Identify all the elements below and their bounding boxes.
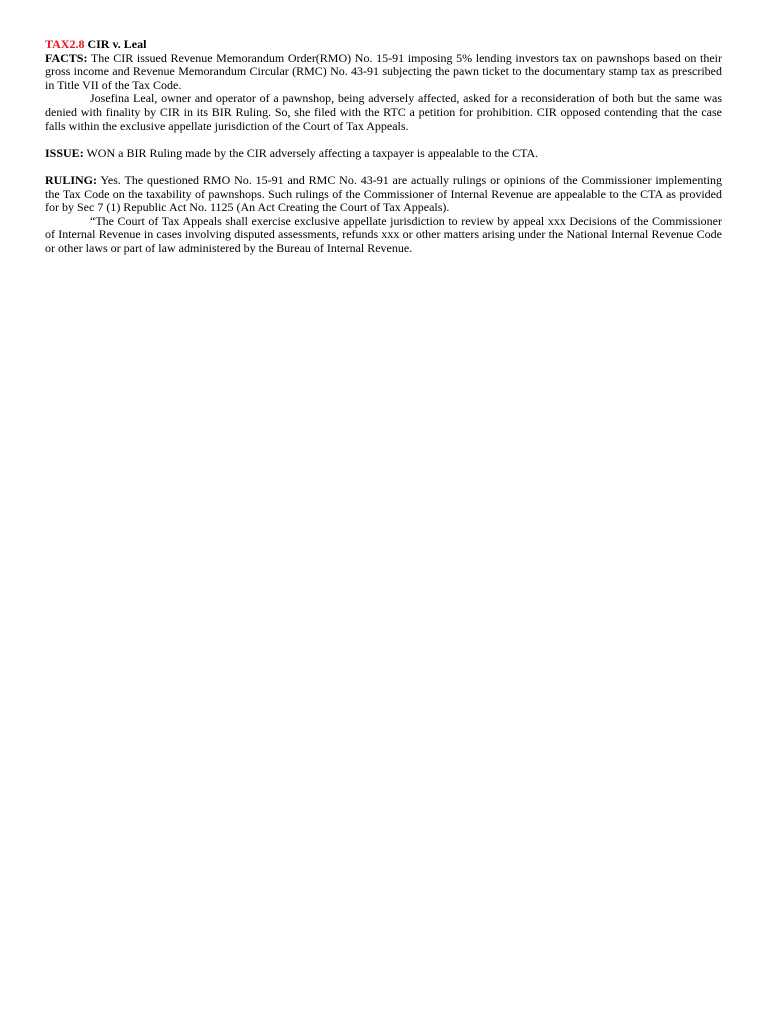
facts-label: FACTS: <box>45 50 88 65</box>
case-name: CIR v. Leal <box>87 37 147 51</box>
document-page <box>45 38 722 256</box>
section-spacer <box>45 133 722 147</box>
case-title <box>45 38 722 52</box>
issue-paragraph <box>45 147 722 161</box>
ruling-paragraph <box>45 174 722 215</box>
section-spacer <box>45 160 722 174</box>
ruling-quote: “The Court of Tax Appeals shall exercise exclusive appellate jurisdiction to review by appeal xxx Decisions of the Commissioner of Internal Revenue in cases involving disputed assessments, refunds xxx or other matters arising under the National Internal Revenue Code or other laws or part of law administered by the Bureau of Internal Revenue. <box>45 213 722 255</box>
ruling-label: RULING: <box>45 172 98 187</box>
facts-text: The CIR issued Revenue Memorandum Order(RMO) No. 15-91 imposing 5% lending investors tax on pawnshops based on their gross income and Revenue Memorandum Circular (RMC) No. 43-91 subjecting the pawn ticket to the documentary stamp tax as prescribed in Title VII of the Tax Code. <box>45 50 722 92</box>
ruling-text: Yes. The questioned RMO No. 15-91 and RMC No. 43-91 are actually rulings or opinions of the Commissioner implementing the Tax Code on the taxability of pawnshops. Such rulings of the Commissioner of Internal Revenue are appealable to the CTA as provided for by Sec 7 (1) Republic Act No. 1125 (An Act Creating the Court of Tax Appeals). <box>45 172 723 215</box>
issue-text: WON a BIR Ruling made by the CIR adversely affecting a taxpayer is appealable to the CTA. <box>86 145 539 160</box>
facts-paragraph <box>45 52 722 93</box>
case-code: TAX2.8 <box>45 37 85 51</box>
issue-label: ISSUE: <box>45 145 84 160</box>
facts-paragraph-2: Josefina Leal, owner and operator of a pawnshop, being adversely affected, asked for a reconsideration of both but the same was denied with finality by CIR in its BIR Ruling. So, she filed with the RTC a petition for prohibition. CIR opposed contending that the case falls within the exclusive appellate jurisdiction of the Court of Tax Appeals. <box>45 91 722 133</box>
